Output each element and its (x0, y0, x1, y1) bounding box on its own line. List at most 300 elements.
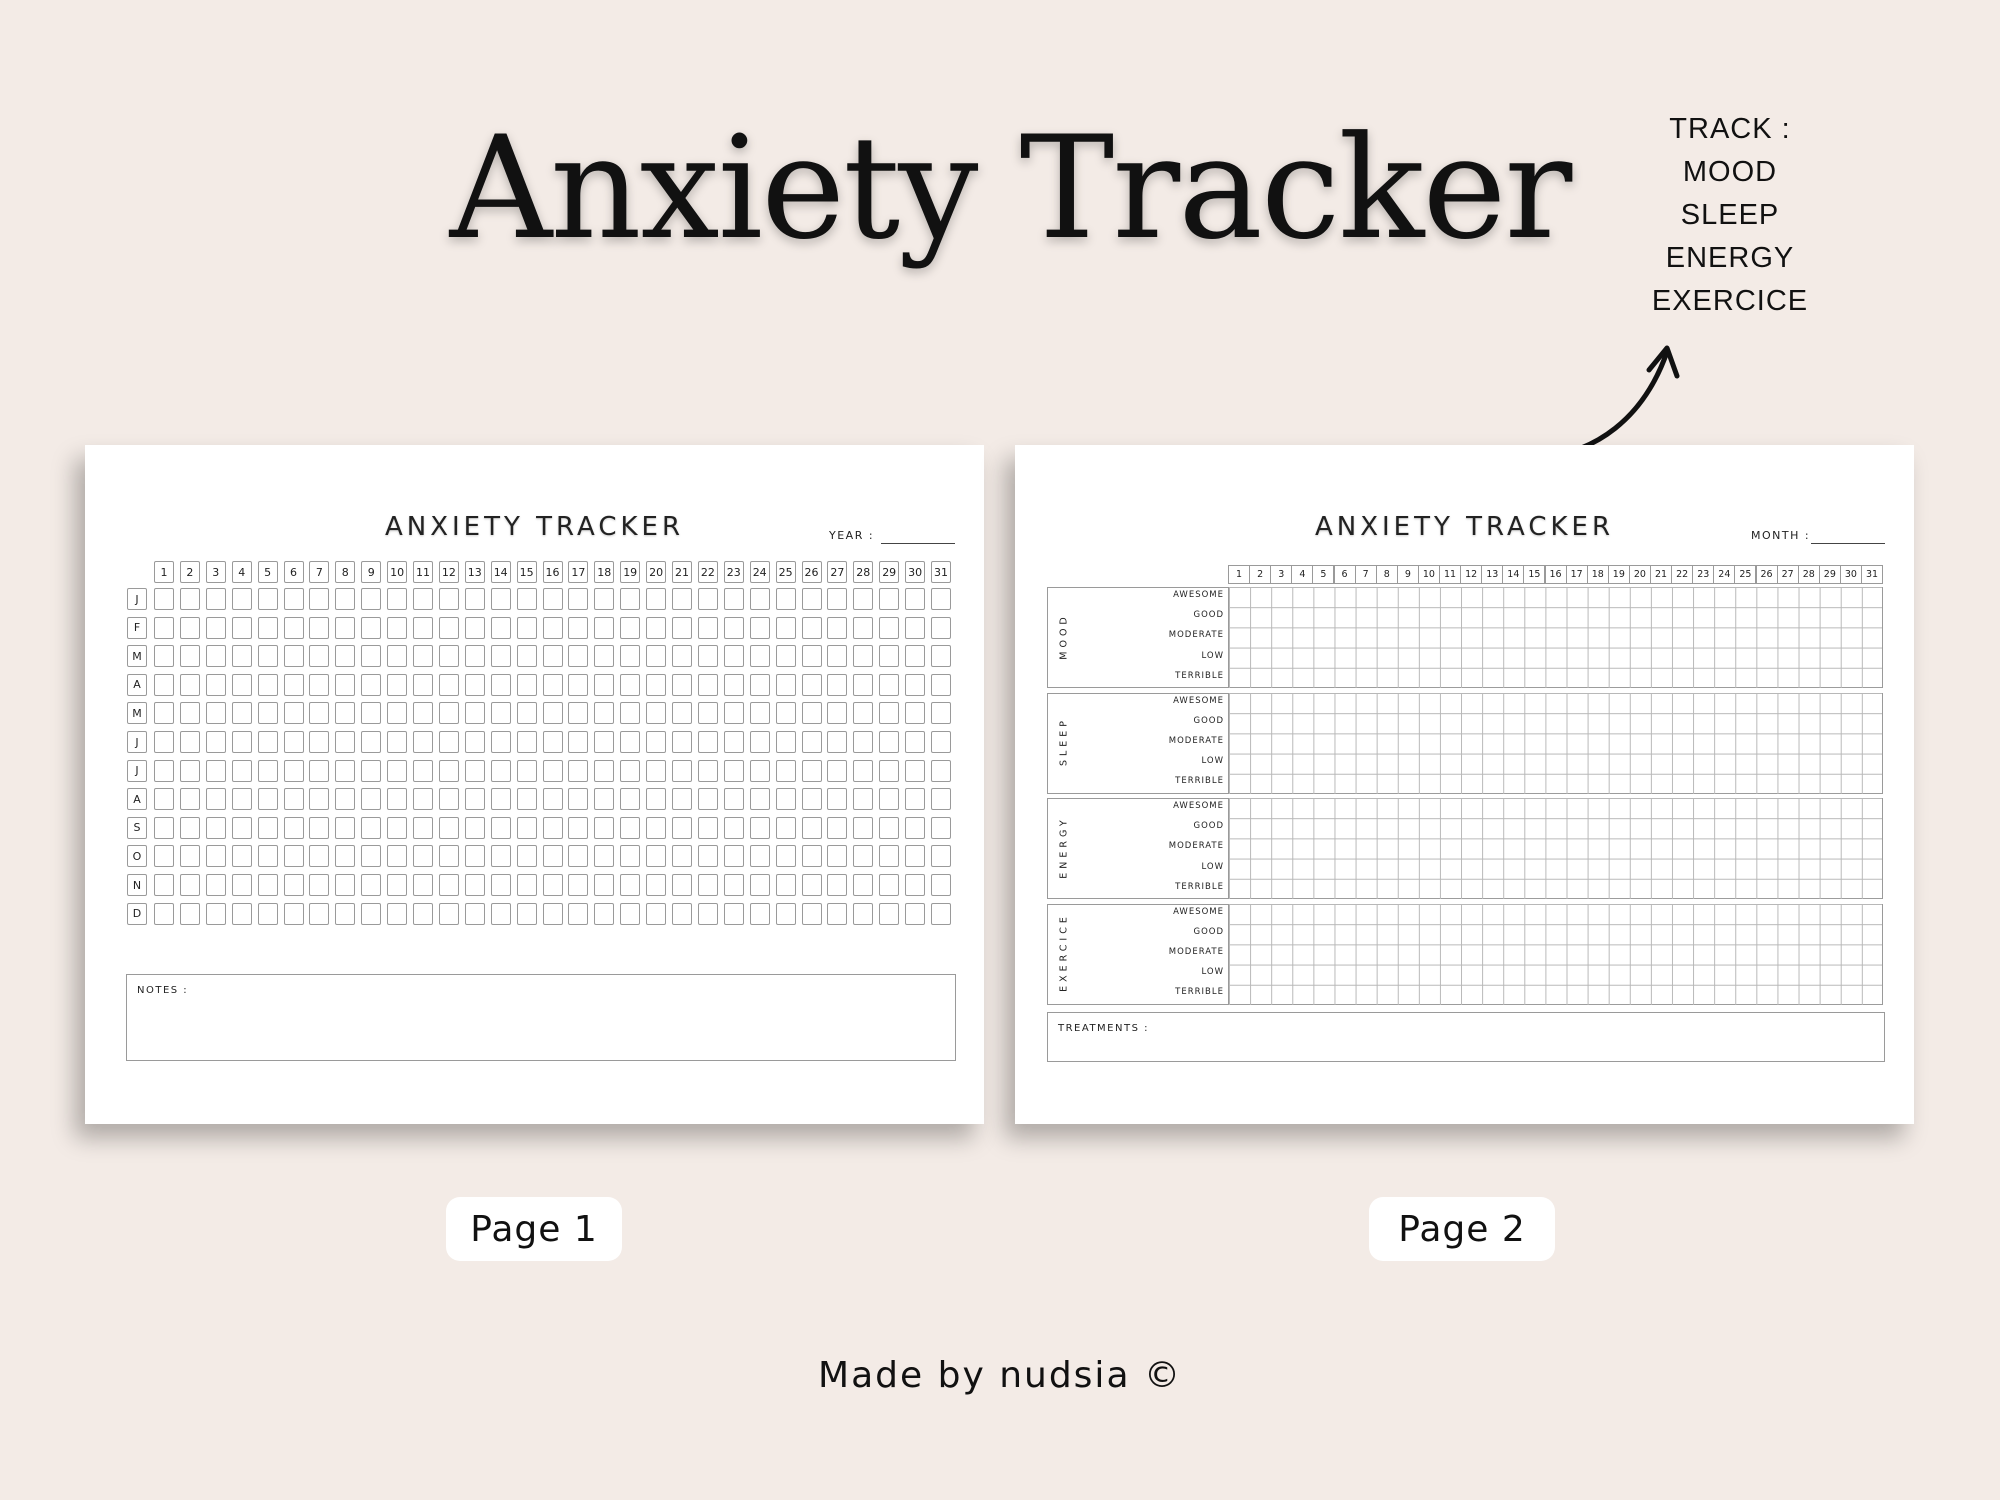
day-cell[interactable] (387, 903, 407, 925)
day-cell[interactable] (672, 645, 692, 667)
day-cell[interactable] (154, 817, 174, 839)
day-cell[interactable] (439, 588, 459, 610)
day-cell[interactable] (568, 645, 588, 667)
day-cell[interactable] (905, 674, 925, 696)
day-cell[interactable] (258, 674, 278, 696)
day-cell[interactable] (672, 817, 692, 839)
day-cell[interactable] (776, 588, 796, 610)
day-cell[interactable] (905, 702, 925, 724)
day-cell[interactable] (827, 588, 847, 610)
day-cell[interactable] (439, 702, 459, 724)
day-cell[interactable] (853, 674, 873, 696)
day-cell[interactable] (491, 674, 511, 696)
day-cell[interactable] (646, 817, 666, 839)
day-cell[interactable] (232, 817, 252, 839)
day-cell[interactable] (827, 788, 847, 810)
day-cell[interactable] (180, 645, 200, 667)
day-cell[interactable] (284, 903, 304, 925)
day-cell[interactable] (620, 845, 640, 867)
day-cell[interactable] (491, 788, 511, 810)
day-cell[interactable] (931, 845, 951, 867)
day-cell[interactable] (646, 731, 666, 753)
day-cell[interactable] (309, 617, 329, 639)
day-cell[interactable] (543, 760, 563, 782)
day-cell[interactable] (931, 760, 951, 782)
day-cell[interactable] (594, 817, 614, 839)
day-cell[interactable] (284, 788, 304, 810)
day-cell[interactable] (491, 645, 511, 667)
day-cell[interactable] (568, 817, 588, 839)
day-cell[interactable] (206, 874, 226, 896)
day-cell[interactable] (180, 674, 200, 696)
day-cell[interactable] (309, 760, 329, 782)
day-cell[interactable] (879, 731, 899, 753)
day-cell[interactable] (568, 845, 588, 867)
day-cell[interactable] (853, 817, 873, 839)
day-cell[interactable] (620, 788, 640, 810)
day-cell[interactable] (905, 788, 925, 810)
day-cell[interactable] (206, 617, 226, 639)
month-line[interactable] (1811, 543, 1885, 544)
day-cell[interactable] (180, 903, 200, 925)
day-cell[interactable] (206, 674, 226, 696)
day-cell[interactable] (879, 903, 899, 925)
day-cell[interactable] (232, 588, 252, 610)
day-cell[interactable] (284, 817, 304, 839)
day-cell[interactable] (232, 702, 252, 724)
day-cell[interactable] (802, 788, 822, 810)
day-cell[interactable] (387, 588, 407, 610)
day-cell[interactable] (827, 760, 847, 782)
day-cell[interactable] (776, 617, 796, 639)
day-cell[interactable] (827, 617, 847, 639)
day-cell[interactable] (568, 674, 588, 696)
day-cell[interactable] (620, 731, 640, 753)
day-cell[interactable] (258, 903, 278, 925)
day-cell[interactable] (180, 588, 200, 610)
day-cell[interactable] (361, 674, 381, 696)
day-cell[interactable] (802, 874, 822, 896)
day-cell[interactable] (284, 645, 304, 667)
day-cell[interactable] (387, 731, 407, 753)
day-cell[interactable] (672, 702, 692, 724)
day-cell[interactable] (439, 760, 459, 782)
day-cell[interactable] (309, 674, 329, 696)
day-cell[interactable] (284, 760, 304, 782)
day-cell[interactable] (206, 788, 226, 810)
day-cell[interactable] (853, 874, 873, 896)
day-cell[interactable] (361, 845, 381, 867)
day-cell[interactable] (465, 731, 485, 753)
day-cell[interactable] (335, 617, 355, 639)
day-cell[interactable] (232, 674, 252, 696)
day-cell[interactable] (439, 903, 459, 925)
day-cell[interactable] (154, 903, 174, 925)
day-cell[interactable] (232, 760, 252, 782)
day-cell[interactable] (284, 617, 304, 639)
day-cell[interactable] (698, 788, 718, 810)
day-cell[interactable] (491, 760, 511, 782)
day-cell[interactable] (931, 674, 951, 696)
day-cell[interactable] (853, 702, 873, 724)
day-cell[interactable] (620, 645, 640, 667)
day-cell[interactable] (827, 874, 847, 896)
day-cell[interactable] (232, 731, 252, 753)
day-cell[interactable] (491, 845, 511, 867)
day-cell[interactable] (413, 903, 433, 925)
day-cell[interactable] (465, 788, 485, 810)
day-cell[interactable] (879, 617, 899, 639)
day-cell[interactable] (413, 588, 433, 610)
day-cell[interactable] (620, 903, 640, 925)
day-cell[interactable] (568, 903, 588, 925)
day-cell[interactable] (465, 760, 485, 782)
day-cell[interactable] (776, 845, 796, 867)
day-cell[interactable] (284, 731, 304, 753)
day-cell[interactable] (853, 731, 873, 753)
day-cell[interactable] (258, 645, 278, 667)
day-cell[interactable] (646, 702, 666, 724)
day-cell[interactable] (491, 874, 511, 896)
day-cell[interactable] (802, 588, 822, 610)
day-cell[interactable] (802, 617, 822, 639)
day-cell[interactable] (776, 702, 796, 724)
day-cell[interactable] (931, 788, 951, 810)
day-cell[interactable] (465, 845, 485, 867)
day-cell[interactable] (361, 817, 381, 839)
day-cell[interactable] (827, 731, 847, 753)
day-cell[interactable] (802, 845, 822, 867)
day-cell[interactable] (776, 788, 796, 810)
day-cell[interactable] (491, 817, 511, 839)
day-cell[interactable] (335, 845, 355, 867)
level-grid[interactable] (1228, 904, 1882, 1005)
day-cell[interactable] (309, 702, 329, 724)
day-cell[interactable] (646, 645, 666, 667)
day-cell[interactable] (517, 588, 537, 610)
day-cell[interactable] (284, 674, 304, 696)
day-cell[interactable] (439, 645, 459, 667)
day-cell[interactable] (776, 903, 796, 925)
day-cell[interactable] (750, 731, 770, 753)
day-cell[interactable] (413, 788, 433, 810)
day-cell[interactable] (724, 788, 744, 810)
day-cell[interactable] (258, 760, 278, 782)
treatments-box[interactable] (1047, 1012, 1885, 1062)
day-cell[interactable] (439, 674, 459, 696)
day-cell[interactable] (879, 845, 899, 867)
day-cell[interactable] (543, 874, 563, 896)
day-cell[interactable] (672, 760, 692, 782)
day-cell[interactable] (517, 617, 537, 639)
year-line[interactable] (881, 543, 955, 544)
day-cell[interactable] (543, 645, 563, 667)
day-cell[interactable] (180, 788, 200, 810)
day-cell[interactable] (724, 617, 744, 639)
day-cell[interactable] (646, 617, 666, 639)
day-cell[interactable] (439, 731, 459, 753)
notes-box[interactable] (126, 974, 956, 1061)
day-cell[interactable] (517, 788, 537, 810)
day-cell[interactable] (853, 645, 873, 667)
day-cell[interactable] (698, 817, 718, 839)
day-cell[interactable] (387, 702, 407, 724)
day-cell[interactable] (698, 617, 718, 639)
day-cell[interactable] (905, 845, 925, 867)
day-cell[interactable] (284, 702, 304, 724)
day-cell[interactable] (154, 645, 174, 667)
day-cell[interactable] (594, 845, 614, 867)
day-cell[interactable] (853, 588, 873, 610)
day-cell[interactable] (827, 702, 847, 724)
day-cell[interactable] (258, 788, 278, 810)
day-cell[interactable] (646, 903, 666, 925)
day-cell[interactable] (180, 760, 200, 782)
day-cell[interactable] (568, 874, 588, 896)
day-cell[interactable] (698, 845, 718, 867)
day-cell[interactable] (180, 702, 200, 724)
day-cell[interactable] (931, 874, 951, 896)
day-cell[interactable] (439, 845, 459, 867)
day-cell[interactable] (827, 645, 847, 667)
day-cell[interactable] (931, 588, 951, 610)
day-cell[interactable] (258, 874, 278, 896)
day-cell[interactable] (387, 845, 407, 867)
day-cell[interactable] (154, 617, 174, 639)
day-cell[interactable] (180, 617, 200, 639)
day-cell[interactable] (724, 702, 744, 724)
day-cell[interactable] (672, 588, 692, 610)
day-cell[interactable] (387, 617, 407, 639)
day-cell[interactable] (361, 903, 381, 925)
day-cell[interactable] (879, 788, 899, 810)
day-cell[interactable] (491, 617, 511, 639)
day-cell[interactable] (672, 874, 692, 896)
day-cell[interactable] (931, 731, 951, 753)
day-cell[interactable] (776, 760, 796, 782)
day-cell[interactable] (517, 760, 537, 782)
day-cell[interactable] (724, 874, 744, 896)
day-cell[interactable] (776, 731, 796, 753)
day-cell[interactable] (465, 588, 485, 610)
day-cell[interactable] (620, 817, 640, 839)
day-cell[interactable] (776, 874, 796, 896)
day-cell[interactable] (439, 617, 459, 639)
day-cell[interactable] (879, 702, 899, 724)
day-cell[interactable] (905, 874, 925, 896)
day-cell[interactable] (905, 588, 925, 610)
day-cell[interactable] (335, 760, 355, 782)
day-cell[interactable] (802, 903, 822, 925)
day-cell[interactable] (724, 645, 744, 667)
day-cell[interactable] (827, 845, 847, 867)
day-cell[interactable] (206, 817, 226, 839)
day-cell[interactable] (439, 874, 459, 896)
day-cell[interactable] (465, 617, 485, 639)
day-cell[interactable] (413, 645, 433, 667)
day-cell[interactable] (154, 588, 174, 610)
day-cell[interactable] (646, 788, 666, 810)
day-cell[interactable] (698, 874, 718, 896)
day-cell[interactable] (594, 788, 614, 810)
day-cell[interactable] (672, 617, 692, 639)
day-cell[interactable] (232, 845, 252, 867)
day-cell[interactable] (258, 817, 278, 839)
day-cell[interactable] (802, 702, 822, 724)
day-cell[interactable] (724, 588, 744, 610)
day-cell[interactable] (439, 817, 459, 839)
day-cell[interactable] (750, 617, 770, 639)
day-cell[interactable] (154, 788, 174, 810)
day-cell[interactable] (568, 731, 588, 753)
day-cell[interactable] (309, 588, 329, 610)
day-cell[interactable] (387, 817, 407, 839)
day-cell[interactable] (594, 731, 614, 753)
day-cell[interactable] (646, 845, 666, 867)
day-cell[interactable] (750, 817, 770, 839)
day-cell[interactable] (465, 903, 485, 925)
day-cell[interactable] (309, 731, 329, 753)
day-cell[interactable] (543, 674, 563, 696)
day-cell[interactable] (180, 845, 200, 867)
day-cell[interactable] (698, 731, 718, 753)
day-cell[interactable] (206, 845, 226, 867)
day-cell[interactable] (776, 674, 796, 696)
day-cell[interactable] (154, 674, 174, 696)
day-cell[interactable] (413, 845, 433, 867)
day-cell[interactable] (543, 903, 563, 925)
day-cell[interactable] (879, 760, 899, 782)
day-cell[interactable] (335, 702, 355, 724)
day-cell[interactable] (335, 674, 355, 696)
day-cell[interactable] (827, 903, 847, 925)
day-cell[interactable] (724, 845, 744, 867)
day-cell[interactable] (491, 702, 511, 724)
day-cell[interactable] (931, 645, 951, 667)
day-cell[interactable] (750, 845, 770, 867)
day-cell[interactable] (853, 788, 873, 810)
day-cell[interactable] (206, 702, 226, 724)
day-cell[interactable] (206, 760, 226, 782)
day-cell[interactable] (620, 674, 640, 696)
day-cell[interactable] (309, 788, 329, 810)
day-cell[interactable] (905, 817, 925, 839)
day-cell[interactable] (543, 817, 563, 839)
day-cell[interactable] (258, 845, 278, 867)
day-cell[interactable] (361, 617, 381, 639)
day-cell[interactable] (853, 617, 873, 639)
day-cell[interactable] (594, 903, 614, 925)
day-cell[interactable] (154, 845, 174, 867)
day-cell[interactable] (206, 645, 226, 667)
day-cell[interactable] (620, 874, 640, 896)
day-cell[interactable] (879, 874, 899, 896)
day-cell[interactable] (750, 788, 770, 810)
day-cell[interactable] (154, 760, 174, 782)
day-cell[interactable] (646, 760, 666, 782)
day-cell[interactable] (206, 903, 226, 925)
day-cell[interactable] (543, 702, 563, 724)
day-cell[interactable] (776, 645, 796, 667)
day-cell[interactable] (724, 817, 744, 839)
day-cell[interactable] (309, 845, 329, 867)
day-cell[interactable] (335, 645, 355, 667)
day-cell[interactable] (387, 788, 407, 810)
day-cell[interactable] (724, 903, 744, 925)
day-cell[interactable] (543, 617, 563, 639)
day-cell[interactable] (568, 702, 588, 724)
day-cell[interactable] (309, 817, 329, 839)
day-cell[interactable] (258, 702, 278, 724)
day-cell[interactable] (750, 760, 770, 782)
day-cell[interactable] (750, 903, 770, 925)
day-cell[interactable] (413, 617, 433, 639)
day-cell[interactable] (802, 817, 822, 839)
day-cell[interactable] (465, 817, 485, 839)
day-cell[interactable] (905, 903, 925, 925)
day-cell[interactable] (361, 645, 381, 667)
day-cell[interactable] (543, 588, 563, 610)
day-cell[interactable] (672, 731, 692, 753)
day-cell[interactable] (568, 588, 588, 610)
day-cell[interactable] (232, 645, 252, 667)
day-cell[interactable] (413, 702, 433, 724)
day-cell[interactable] (258, 617, 278, 639)
day-cell[interactable] (879, 588, 899, 610)
day-cell[interactable] (724, 731, 744, 753)
day-cell[interactable] (802, 760, 822, 782)
day-cell[interactable] (724, 760, 744, 782)
day-cell[interactable] (750, 645, 770, 667)
day-cell[interactable] (361, 874, 381, 896)
day-cell[interactable] (646, 874, 666, 896)
day-cell[interactable] (517, 903, 537, 925)
day-cell[interactable] (594, 674, 614, 696)
day-cell[interactable] (620, 617, 640, 639)
day-cell[interactable] (232, 874, 252, 896)
day-cell[interactable] (517, 674, 537, 696)
day-cell[interactable] (335, 588, 355, 610)
day-cell[interactable] (543, 845, 563, 867)
day-cell[interactable] (905, 617, 925, 639)
day-cell[interactable] (413, 731, 433, 753)
day-cell[interactable] (594, 702, 614, 724)
day-cell[interactable] (698, 702, 718, 724)
day-cell[interactable] (905, 731, 925, 753)
day-cell[interactable] (413, 874, 433, 896)
day-cell[interactable] (698, 903, 718, 925)
day-cell[interactable] (439, 788, 459, 810)
day-cell[interactable] (361, 702, 381, 724)
day-cell[interactable] (232, 617, 252, 639)
day-cell[interactable] (154, 731, 174, 753)
day-cell[interactable] (517, 817, 537, 839)
day-cell[interactable] (594, 874, 614, 896)
day-cell[interactable] (620, 702, 640, 724)
day-cell[interactable] (284, 588, 304, 610)
day-cell[interactable] (517, 845, 537, 867)
day-cell[interactable] (594, 617, 614, 639)
day-cell[interactable] (543, 788, 563, 810)
day-cell[interactable] (413, 674, 433, 696)
day-cell[interactable] (491, 731, 511, 753)
day-cell[interactable] (154, 874, 174, 896)
day-cell[interactable] (931, 903, 951, 925)
day-cell[interactable] (905, 760, 925, 782)
day-cell[interactable] (335, 731, 355, 753)
day-cell[interactable] (543, 731, 563, 753)
day-cell[interactable] (905, 645, 925, 667)
